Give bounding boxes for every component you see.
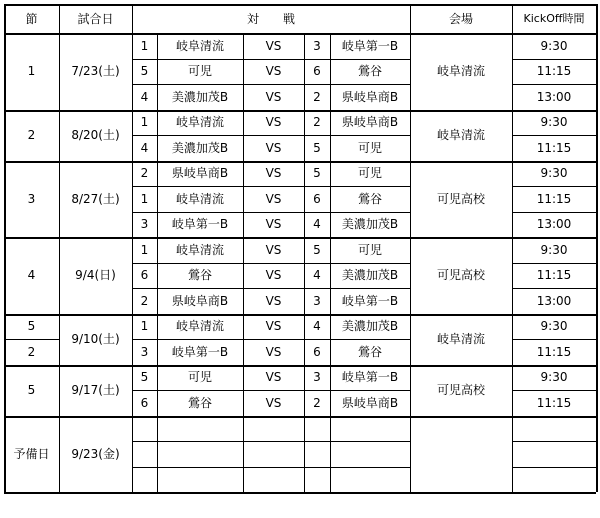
row-divider xyxy=(132,212,410,213)
row-divider xyxy=(512,390,596,391)
away-team: 美濃加茂B xyxy=(341,319,399,334)
away-team: 鶯谷 xyxy=(357,191,382,206)
away-team-number: 5 xyxy=(313,140,321,155)
home-team-number: 1 xyxy=(140,38,149,53)
round-number: 5 xyxy=(27,383,36,397)
away-team: 美濃加茂B xyxy=(341,217,399,232)
away-team-number: 3 xyxy=(313,38,321,53)
away-team-number: 5 xyxy=(313,242,321,257)
away-team: 鶯谷 xyxy=(357,344,382,359)
away-team-number xyxy=(304,441,330,467)
row-divider xyxy=(512,467,596,468)
away-team: 県岐阜商B xyxy=(341,395,399,410)
home-team-number: 2 xyxy=(140,293,149,308)
versus-label xyxy=(243,416,304,442)
home-team-number: 3 xyxy=(140,344,149,359)
row-divider xyxy=(132,186,410,187)
away-team-number xyxy=(304,467,330,493)
row-divider xyxy=(512,339,596,340)
away-team-number: 6 xyxy=(313,191,321,206)
away-team: 岐阜第一B xyxy=(341,293,399,308)
kickoff-time: 9:30 xyxy=(540,242,568,257)
header-setsu: 節 xyxy=(25,11,38,26)
home-team-number: 1 xyxy=(140,242,149,257)
round-number: 2 xyxy=(27,128,36,142)
row-divider xyxy=(132,390,410,391)
versus-label: VS xyxy=(265,64,282,79)
away-team-number: 4 xyxy=(313,217,321,232)
row-divider xyxy=(132,135,410,136)
kickoff-time: 9:30 xyxy=(540,370,568,385)
home-team: 鶯谷 xyxy=(187,395,212,410)
home-team-number: 1 xyxy=(140,115,149,130)
kickoff-time: 9:30 xyxy=(540,166,568,181)
row-divider xyxy=(132,263,410,264)
round-number: 2 xyxy=(27,344,36,359)
home-team: 岐阜第一B xyxy=(171,344,229,359)
venue: 岐阜清流 xyxy=(436,128,485,142)
versus-label: VS xyxy=(265,166,282,181)
venue: 可児高校 xyxy=(436,191,485,206)
kickoff-time: 11:15 xyxy=(536,344,572,359)
kickoff-time: 9:30 xyxy=(540,115,568,130)
round-number: 5 xyxy=(27,319,36,334)
away-team: 可児 xyxy=(357,140,382,155)
row-divider xyxy=(512,186,596,187)
table-border-bottom xyxy=(4,492,596,494)
venue: 可児高校 xyxy=(436,268,485,283)
row-divider xyxy=(4,339,59,340)
match-date: 8/20(土) xyxy=(71,128,120,142)
home-team-number: 4 xyxy=(140,89,149,104)
home-team: 岐阜清流 xyxy=(175,115,224,130)
versus-label: VS xyxy=(265,293,282,308)
home-team xyxy=(157,441,243,467)
kickoff-time xyxy=(512,467,596,493)
kickoff-time: 9:30 xyxy=(540,38,568,53)
match-date: 9/23(金) xyxy=(71,446,120,461)
home-team-number: 5 xyxy=(140,370,149,385)
match-date: 9/10(土) xyxy=(71,332,120,346)
versus-label: VS xyxy=(265,191,282,206)
row-divider xyxy=(512,441,596,442)
home-team-number xyxy=(132,416,157,442)
round-number: 4 xyxy=(27,268,36,283)
kickoff-time: 11:15 xyxy=(536,140,572,155)
round-number: 3 xyxy=(27,191,36,206)
match-date: 7/23(土) xyxy=(71,64,120,79)
row-divider xyxy=(132,467,410,468)
schedule-table xyxy=(4,4,596,514)
kickoff-time: 11:15 xyxy=(536,64,572,79)
home-team-number: 6 xyxy=(140,395,149,410)
match-date: 8/27(土) xyxy=(71,191,120,206)
home-team-number: 6 xyxy=(140,268,149,283)
versus-label: VS xyxy=(265,38,282,53)
away-team: 可児 xyxy=(357,166,382,181)
round-number: 予備日 xyxy=(13,446,50,461)
row-divider xyxy=(132,288,410,289)
away-team-number: 6 xyxy=(313,344,321,359)
row-divider xyxy=(512,84,596,85)
row-divider xyxy=(512,212,596,213)
table-border-right xyxy=(596,4,598,492)
versus-label: VS xyxy=(265,344,282,359)
header-date: 試合日 xyxy=(77,11,114,26)
kickoff-time xyxy=(512,441,596,467)
versus-label xyxy=(243,441,304,467)
away-team-number: 2 xyxy=(313,115,321,130)
versus-label: VS xyxy=(265,268,282,283)
venue: 岐阜清流 xyxy=(436,64,485,79)
home-team: 美濃加茂B xyxy=(171,89,229,104)
venue: 可児高校 xyxy=(436,383,485,397)
row-divider xyxy=(132,59,410,60)
versus-label: VS xyxy=(265,242,282,257)
kickoff-time: 11:15 xyxy=(536,395,572,410)
kickoff-time: 9:30 xyxy=(540,319,568,334)
versus-label xyxy=(243,467,304,493)
versus-label: VS xyxy=(265,370,282,385)
away-team xyxy=(330,416,410,442)
home-team-number: 4 xyxy=(140,140,149,155)
away-team-number: 5 xyxy=(313,166,321,181)
away-team: 県岐阜商B xyxy=(341,115,399,130)
versus-label: VS xyxy=(265,319,282,334)
home-team: 岐阜清流 xyxy=(175,191,224,206)
away-team: 可児 xyxy=(357,242,382,257)
row-divider xyxy=(132,84,410,85)
header-venue: 会場 xyxy=(448,11,473,26)
home-team: 可児 xyxy=(187,64,212,79)
home-team xyxy=(157,467,243,493)
header-kickoff: KickOff時間 xyxy=(523,12,585,25)
home-team: 岐阜清流 xyxy=(175,319,224,334)
kickoff-time xyxy=(512,416,596,442)
home-team-number: 2 xyxy=(140,166,149,181)
round-number: 1 xyxy=(27,64,36,79)
venue xyxy=(410,416,512,493)
away-team xyxy=(330,441,410,467)
match-date: 9/4(日) xyxy=(75,268,116,283)
match-date: 9/17(土) xyxy=(71,383,120,397)
home-team: 鶯谷 xyxy=(187,268,212,283)
home-team: 岐阜清流 xyxy=(175,38,224,53)
versus-label: VS xyxy=(265,140,282,155)
kickoff-time: 13:00 xyxy=(536,293,572,308)
away-team-number: 4 xyxy=(313,319,321,334)
away-team-number: 4 xyxy=(313,268,321,283)
home-team: 県岐阜商B xyxy=(171,166,229,181)
away-team-number xyxy=(304,416,330,442)
home-team: 可児 xyxy=(187,370,212,385)
row-divider xyxy=(512,288,596,289)
home-team: 岐阜第一B xyxy=(171,217,229,232)
home-team-number: 3 xyxy=(140,217,149,232)
home-team: 美濃加茂B xyxy=(171,140,229,155)
home-team-number: 5 xyxy=(140,64,149,79)
versus-label: VS xyxy=(265,217,282,232)
kickoff-time: 11:15 xyxy=(536,191,572,206)
kickoff-time: 11:15 xyxy=(536,268,572,283)
away-team: 鶯谷 xyxy=(357,64,382,79)
versus-label: VS xyxy=(265,115,282,130)
kickoff-time: 13:00 xyxy=(536,217,572,232)
home-team-number xyxy=(132,467,157,493)
away-team-number: 2 xyxy=(313,89,321,104)
away-team: 県岐阜商B xyxy=(341,89,399,104)
away-team-number: 3 xyxy=(313,293,321,308)
home-team: 県岐阜商B xyxy=(171,293,229,308)
row-divider xyxy=(132,339,410,340)
home-team-number: 1 xyxy=(140,319,149,334)
row-divider xyxy=(512,263,596,264)
away-team xyxy=(330,467,410,493)
home-team xyxy=(157,416,243,442)
away-team: 岐阜第一B xyxy=(341,38,399,53)
kickoff-time: 13:00 xyxy=(536,89,572,104)
away-team: 美濃加茂B xyxy=(341,268,399,283)
home-team: 岐阜清流 xyxy=(175,242,224,257)
away-team-number: 3 xyxy=(313,370,321,385)
away-team-number: 6 xyxy=(313,64,321,79)
venue: 岐阜清流 xyxy=(436,332,485,346)
home-team-number xyxy=(132,441,157,467)
header-matchup: 対 戦 xyxy=(246,11,295,26)
away-team-number: 2 xyxy=(313,395,321,410)
away-team: 岐阜第一B xyxy=(341,370,399,385)
home-team-number: 1 xyxy=(140,191,149,206)
row-divider xyxy=(512,135,596,136)
versus-label: VS xyxy=(265,89,282,104)
row-divider xyxy=(512,59,596,60)
row-divider xyxy=(132,441,410,442)
table-border-top xyxy=(4,4,596,6)
versus-label: VS xyxy=(265,395,282,410)
